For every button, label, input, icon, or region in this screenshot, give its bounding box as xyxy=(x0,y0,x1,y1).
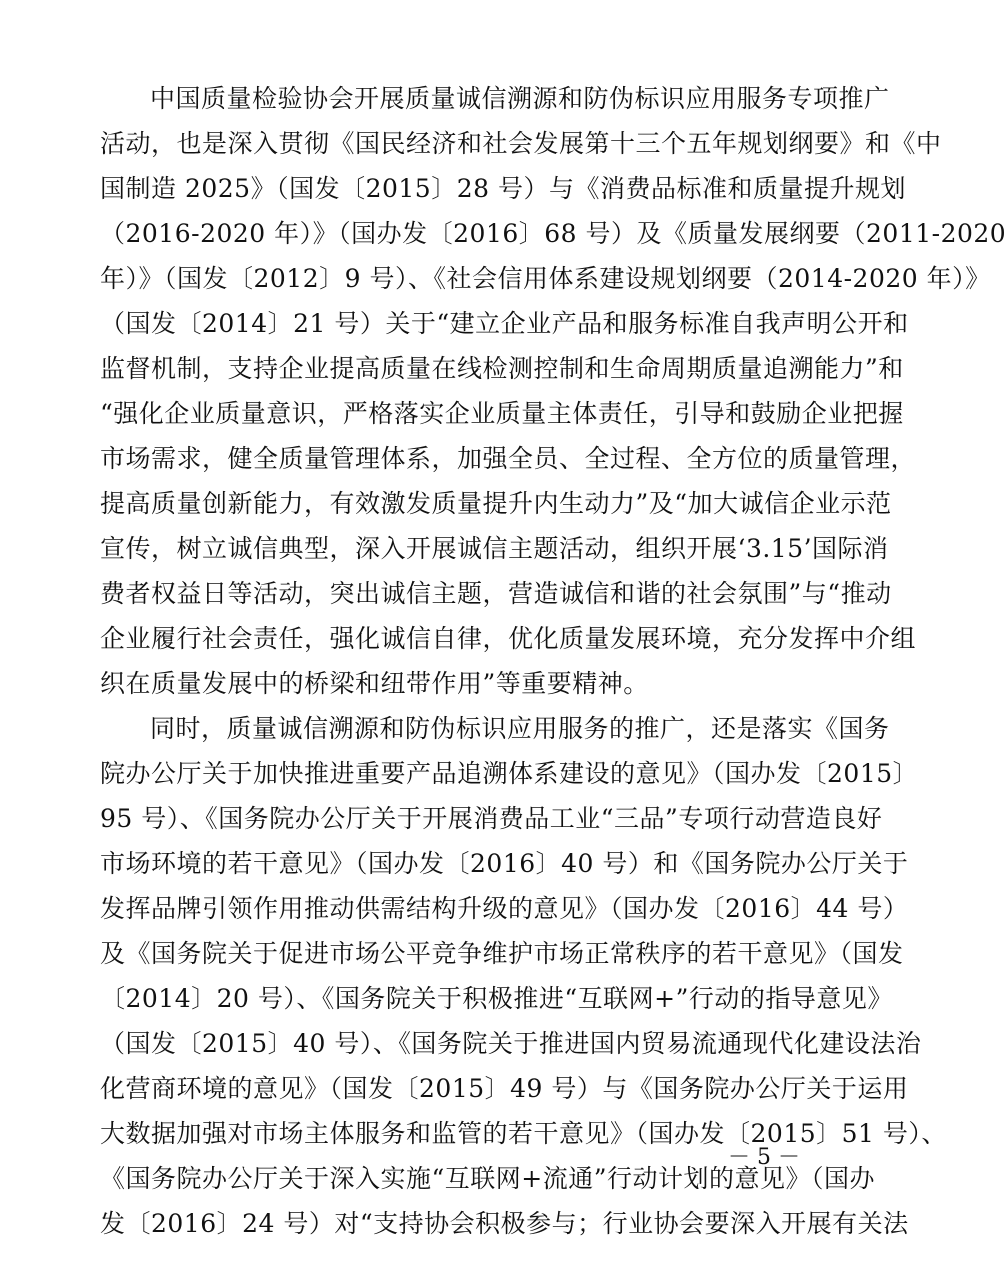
text-line: 提高质量创新能力，有效激发质量提升内生动力”及“加大诚信企业示范 xyxy=(100,489,892,518)
text-line: 活动，也是深入贯彻《国民经济和社会发展第十三个五年规划纲要》和《中 xyxy=(100,129,942,158)
text-line: 市场环境的若干意见》（国办发〔2016〕40 号）和《国务院办公厅关于 xyxy=(100,849,909,878)
text-line: 同时，质量诚信溯源和防伪标识应用服务的推广，还是落实《国务 xyxy=(150,714,890,743)
text-line: 国制造 2025》（国发〔2015〕28 号）与《消费品标准和质量提升规划 xyxy=(100,174,906,203)
text-line: “强化企业质量意识，严格落实企业质量主体责任，引导和鼓励企业把握 xyxy=(100,399,904,428)
text-line: 中国质量检验协会开展质量诚信溯源和防伪标识应用服务专项推广 xyxy=(150,84,890,113)
text-line: 及《国务院关于促进市场公平竞争维护市场正常秩序的若干意见》（国发 xyxy=(100,939,904,968)
text-line: （2016-2020 年）》（国办发〔2016〕68 号）及《质量发展纲要（2011-2020 xyxy=(100,219,1006,248)
text-line: 化营商环境的意见》（国发〔2015〕49 号）与《国务院办公厅关于运用 xyxy=(100,1074,909,1103)
text-line: 发〔2016〕24 号）对“支持协会积极参与；行业协会要深入开展有关法 xyxy=(100,1209,909,1238)
text-line: 织在质量发展中的桥梁和纽带作用”等重要精神。 xyxy=(100,669,649,698)
text-line: 费者权益日等活动，突出诚信主题，营造诚信和谐的社会氛围”与“推动 xyxy=(100,579,892,608)
text-line: 年）》（国发〔2012〕9 号）、《社会信用体系建设规划纲要（2014-2020 年）》 xyxy=(100,264,991,293)
text-line: 发挥品牌引领作用推动供需结构升级的意见》（国办发〔2016〕44 号） xyxy=(100,894,909,923)
text-line: 大数据加强对市场主体服务和监管的若干意见》（国办发〔2015〕51 号）、 xyxy=(100,1119,947,1148)
text-line: 宣传，树立诚信典型，深入开展诚信主题活动，组织开展‘3.15’国际消 xyxy=(100,534,889,563)
text-line: 监督机制，支持企业提高质量在线检测控制和生命周期质量追溯能力”和 xyxy=(100,354,904,383)
text-line: 《国务院办公厅关于深入实施“互联网+流通”行动计划的意见》（国办 xyxy=(100,1164,876,1193)
text-line: 市场需求，健全质量管理体系，加强全员、全过程、全方位的质量管理， xyxy=(100,444,917,473)
text-line: （国发〔2015〕40 号）、《国务院关于推进国内贸易流通现代化建设法治 xyxy=(100,1029,922,1058)
page-number: － 5 － xyxy=(728,1145,800,1170)
text-line: 95 号）、《国务院办公厅关于开展消费品工业“三品”专项行动营造良好 xyxy=(100,804,883,833)
text-line: 〔2014〕20 号）、《国务院关于积极推进“互联网+”行动的指导意见》 xyxy=(100,984,893,1013)
text-line: 院办公厅关于加快推进重要产品追溯体系建设的意见》（国办发〔2015〕 xyxy=(100,759,919,788)
text-line: 企业履行社会责任，强化诚信自律，优化质量发展环境，充分发挥中介组 xyxy=(100,624,917,653)
text-line: （国发〔2014〕21 号）关于“建立企业产品和服务标准自我声明公开和 xyxy=(100,309,909,338)
